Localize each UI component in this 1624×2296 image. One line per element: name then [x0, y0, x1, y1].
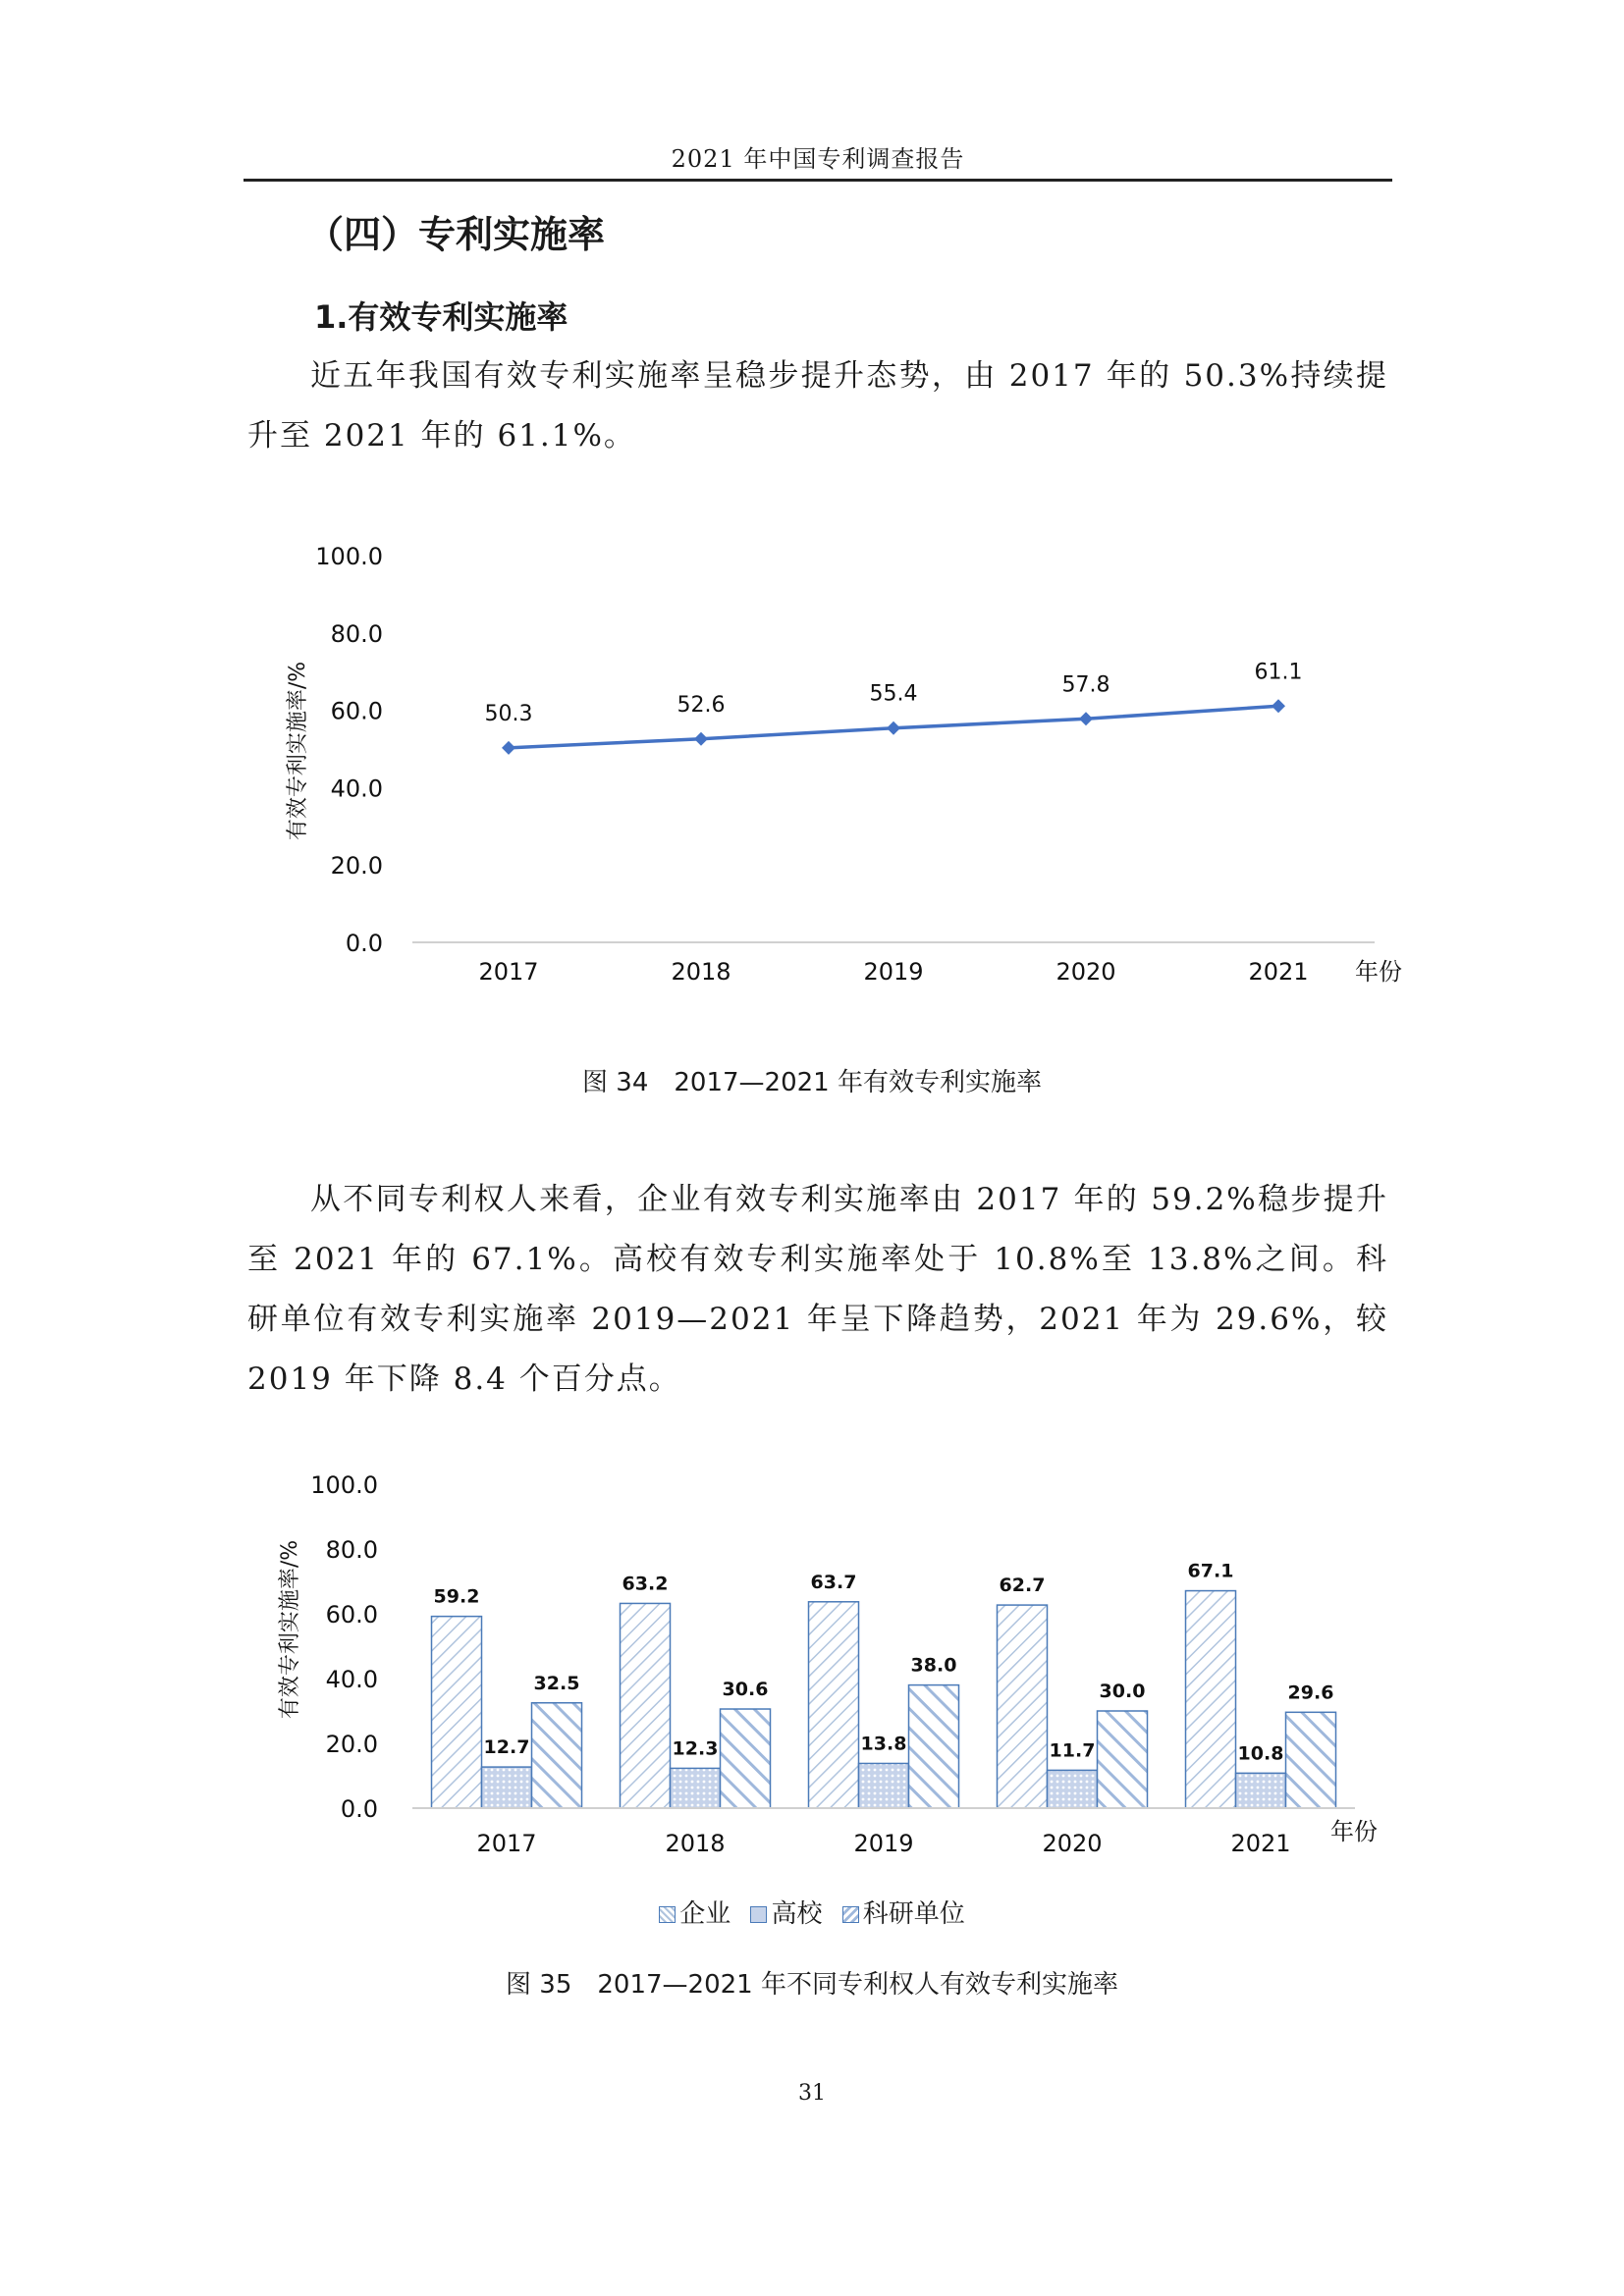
legend-item-research [842, 1894, 965, 1930]
data-label: 13.8 [860, 1733, 907, 1755]
y-tick-label: 0.0 [340, 1795, 378, 1823]
data-label: 59.2 [433, 1585, 480, 1608]
data-label: 50.3 [484, 701, 533, 726]
bar-university [859, 1763, 909, 1808]
bar-enterprise [998, 1605, 1048, 1808]
page-number: 31 [798, 2081, 826, 2106]
y-axis-title: 有效专利实施率/% [286, 661, 310, 841]
data-label: 12.7 [483, 1736, 530, 1759]
data-label: 57.8 [1061, 672, 1110, 698]
bar-research [909, 1685, 959, 1808]
bar-university [1048, 1770, 1098, 1808]
data-label: 55.4 [869, 681, 918, 707]
data-label: 63.7 [810, 1571, 857, 1593]
data-label: 11.7 [1049, 1739, 1096, 1762]
y-tick-label: 60.0 [325, 1601, 378, 1629]
figure-34-caption: 图 34 2017—2021 年有效专利实施率 [582, 1068, 1042, 1097]
data-label: 61.1 [1254, 660, 1303, 685]
x-tick-label: 2019 [863, 958, 924, 986]
y-tick-label: 80.0 [330, 619, 383, 648]
data-label: 10.8 [1237, 1742, 1284, 1765]
y-tick-label: 20.0 [330, 852, 383, 881]
running-header: 2021 年中国专利调查报告 [671, 145, 965, 173]
header-rule [244, 179, 1392, 182]
line-chart [0, 510, 1624, 1001]
data-label: 29.6 [1287, 1682, 1334, 1704]
bar-chart [0, 1443, 1624, 1875]
y-tick-label: 100.0 [310, 1471, 378, 1499]
data-label: 62.7 [999, 1575, 1046, 1597]
x-tick-label: 2020 [1056, 958, 1116, 986]
legend-item-enterprise [659, 1894, 731, 1930]
data-point [887, 721, 900, 735]
y-tick-label: 20.0 [325, 1731, 378, 1758]
data-label: 30.0 [1099, 1681, 1146, 1702]
data-label: 38.0 [910, 1654, 957, 1677]
data-point [1079, 712, 1093, 725]
y-axis-title: 有效专利实施率/% [278, 1539, 302, 1720]
x-axis-title: 年份 [1355, 958, 1402, 986]
section-title: （四）专利实施率 [306, 213, 606, 256]
bar-enterprise [1186, 1591, 1236, 1808]
bar-university [1236, 1773, 1286, 1808]
data-point [694, 732, 708, 746]
bar-university [482, 1767, 532, 1808]
bar-research [1098, 1711, 1148, 1808]
bar-research [532, 1703, 582, 1808]
bar-university [671, 1768, 721, 1808]
legend-swatch-research [842, 1906, 859, 1923]
legend-label-enterprise: 企业 [679, 1899, 731, 1929]
x-tick-label: 2018 [671, 958, 731, 986]
x-axis-title: 年份 [1330, 1818, 1378, 1845]
y-tick-label: 0.0 [345, 930, 383, 957]
bar-enterprise [809, 1602, 859, 1808]
x-tick-label: 2021 [1230, 1830, 1291, 1857]
legend-item-university [750, 1894, 822, 1930]
legend-swatch-university [750, 1906, 767, 1923]
x-tick-label: 2017 [476, 1830, 537, 1857]
data-label: 30.6 [722, 1679, 769, 1701]
x-tick-label: 2020 [1042, 1830, 1103, 1857]
chart-legend [0, 1894, 1624, 1930]
data-label: 12.3 [672, 1737, 719, 1760]
bar-research [1286, 1712, 1336, 1808]
bar-enterprise [621, 1603, 671, 1808]
y-tick-label: 100.0 [315, 543, 383, 570]
x-tick-label: 2019 [853, 1830, 914, 1857]
subsection-title: 1.有效专利实施率 [314, 298, 568, 336]
bar-enterprise [432, 1617, 482, 1808]
legend-swatch-enterprise [659, 1906, 676, 1923]
paragraph-2: 从不同专利权人来看，企业有效专利实施率由 2017 年的 59.2%稳步提升至 2021 年的 67.1%。高校有效专利实施率处于 10.8%至 13.8%之间。科研单位有效专利实施率 2019—2021 年呈下降趋势，2021 年为 29.6%，较 2019 年下降 8.4 个百分点。 [247, 1182, 1388, 1397]
bar-research [721, 1709, 771, 1808]
x-tick-label: 2018 [665, 1830, 726, 1857]
legend-label-university: 高校 [771, 1899, 823, 1929]
data-label: 32.5 [533, 1672, 580, 1694]
y-tick-label: 80.0 [325, 1536, 378, 1564]
figure-35-caption: 图 35 2017—2021 年不同专利权人有效专利实施率 [506, 1970, 1118, 2000]
y-tick-label: 40.0 [330, 774, 383, 803]
data-label: 63.2 [622, 1573, 669, 1595]
x-tick-label: 2021 [1248, 958, 1309, 986]
y-tick-label: 40.0 [325, 1666, 378, 1693]
paragraph-1: 近五年我国有效专利实施率呈稳步提升态势，由 2017 年的 50.3%持续提升至 2021 年的 61.1%。 [247, 358, 1388, 454]
x-tick-label: 2017 [478, 958, 539, 986]
data-label: 67.1 [1187, 1560, 1234, 1582]
data-label: 52.6 [677, 692, 726, 718]
legend-label-research: 科研单位 [862, 1899, 965, 1929]
y-tick-label: 60.0 [330, 697, 383, 725]
data-point [1272, 699, 1285, 713]
data-point [502, 741, 515, 755]
